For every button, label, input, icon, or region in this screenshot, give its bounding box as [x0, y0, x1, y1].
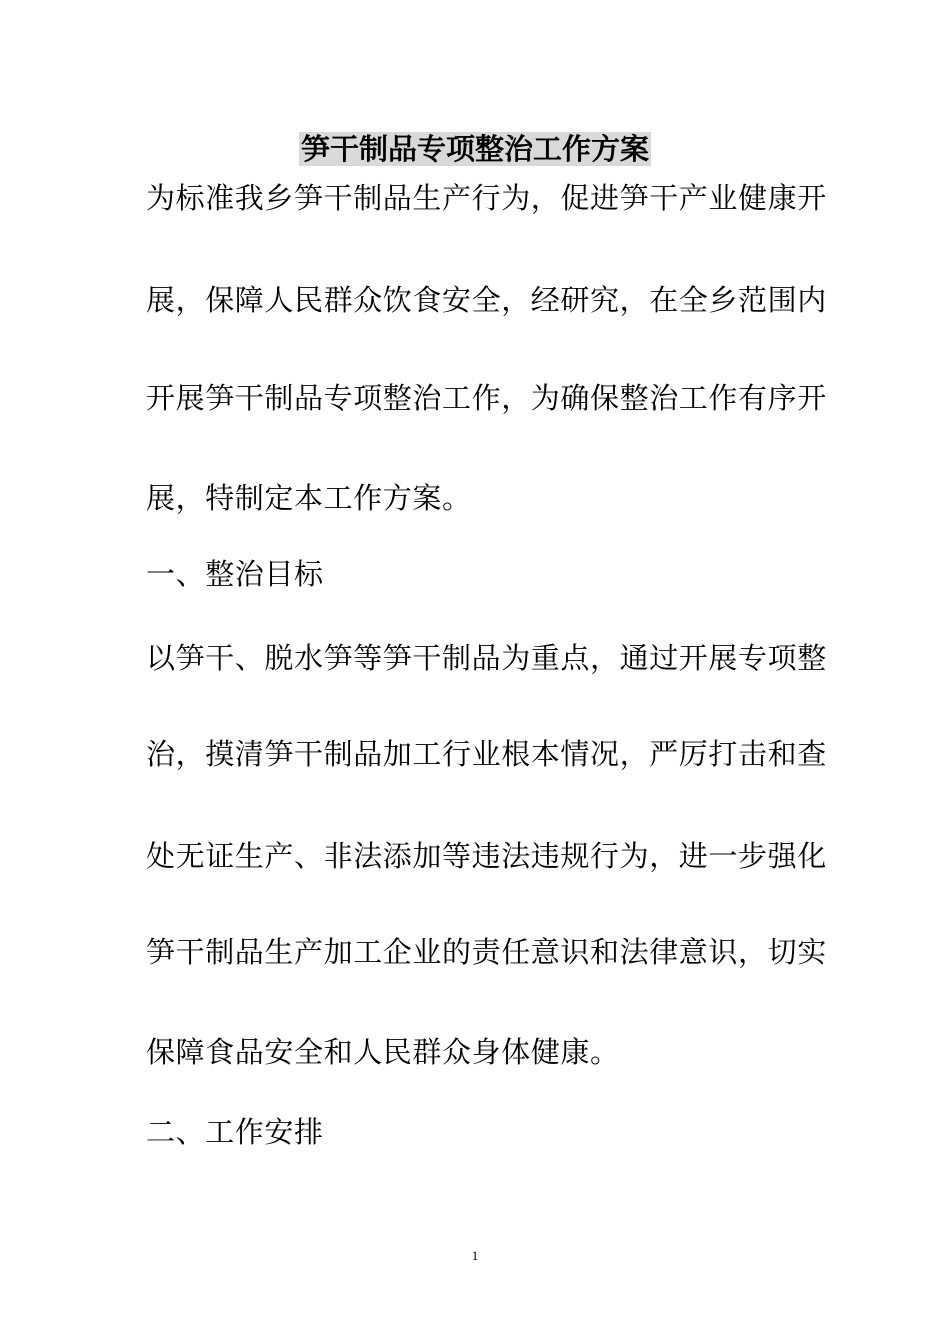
section-heading-goals: 一、整治目标	[146, 557, 324, 591]
intro-line-3: 开展笋干制品专项整治工作，为确保整治工作有序开	[146, 381, 827, 415]
goals-line-5: 保障食品安全和人民群众身体健康。	[146, 1035, 620, 1069]
intro-line-4: 展，特制定本工作方案。	[146, 481, 472, 515]
goals-line-4: 笋干制品生产加工企业的责任意识和法律意识，切实	[146, 935, 827, 969]
intro-line-1: 为标准我乡笋干制品生产行为，促进笋干产业健康开	[146, 181, 827, 215]
intro-line-2: 展，保障人民群众饮食安全，经研究，在全乡范围内	[146, 283, 827, 317]
goals-line-2: 治，摸清笋干制品加工行业根本情况，严厉打击和查	[146, 737, 827, 771]
document-title	[0, 128, 950, 170]
section-heading-arrangements: 二、工作安排	[146, 1115, 324, 1149]
document-title-text: 笋干制品专项整治工作方案	[300, 132, 649, 166]
goals-line-1: 以笋干、脱水笋等笋干制品为重点，通过开展专项整	[146, 641, 827, 675]
page-number: 1	[471, 1248, 479, 1263]
goals-line-3: 处无证生产、非法添加等违法违规行为，进一步强化	[146, 839, 827, 873]
